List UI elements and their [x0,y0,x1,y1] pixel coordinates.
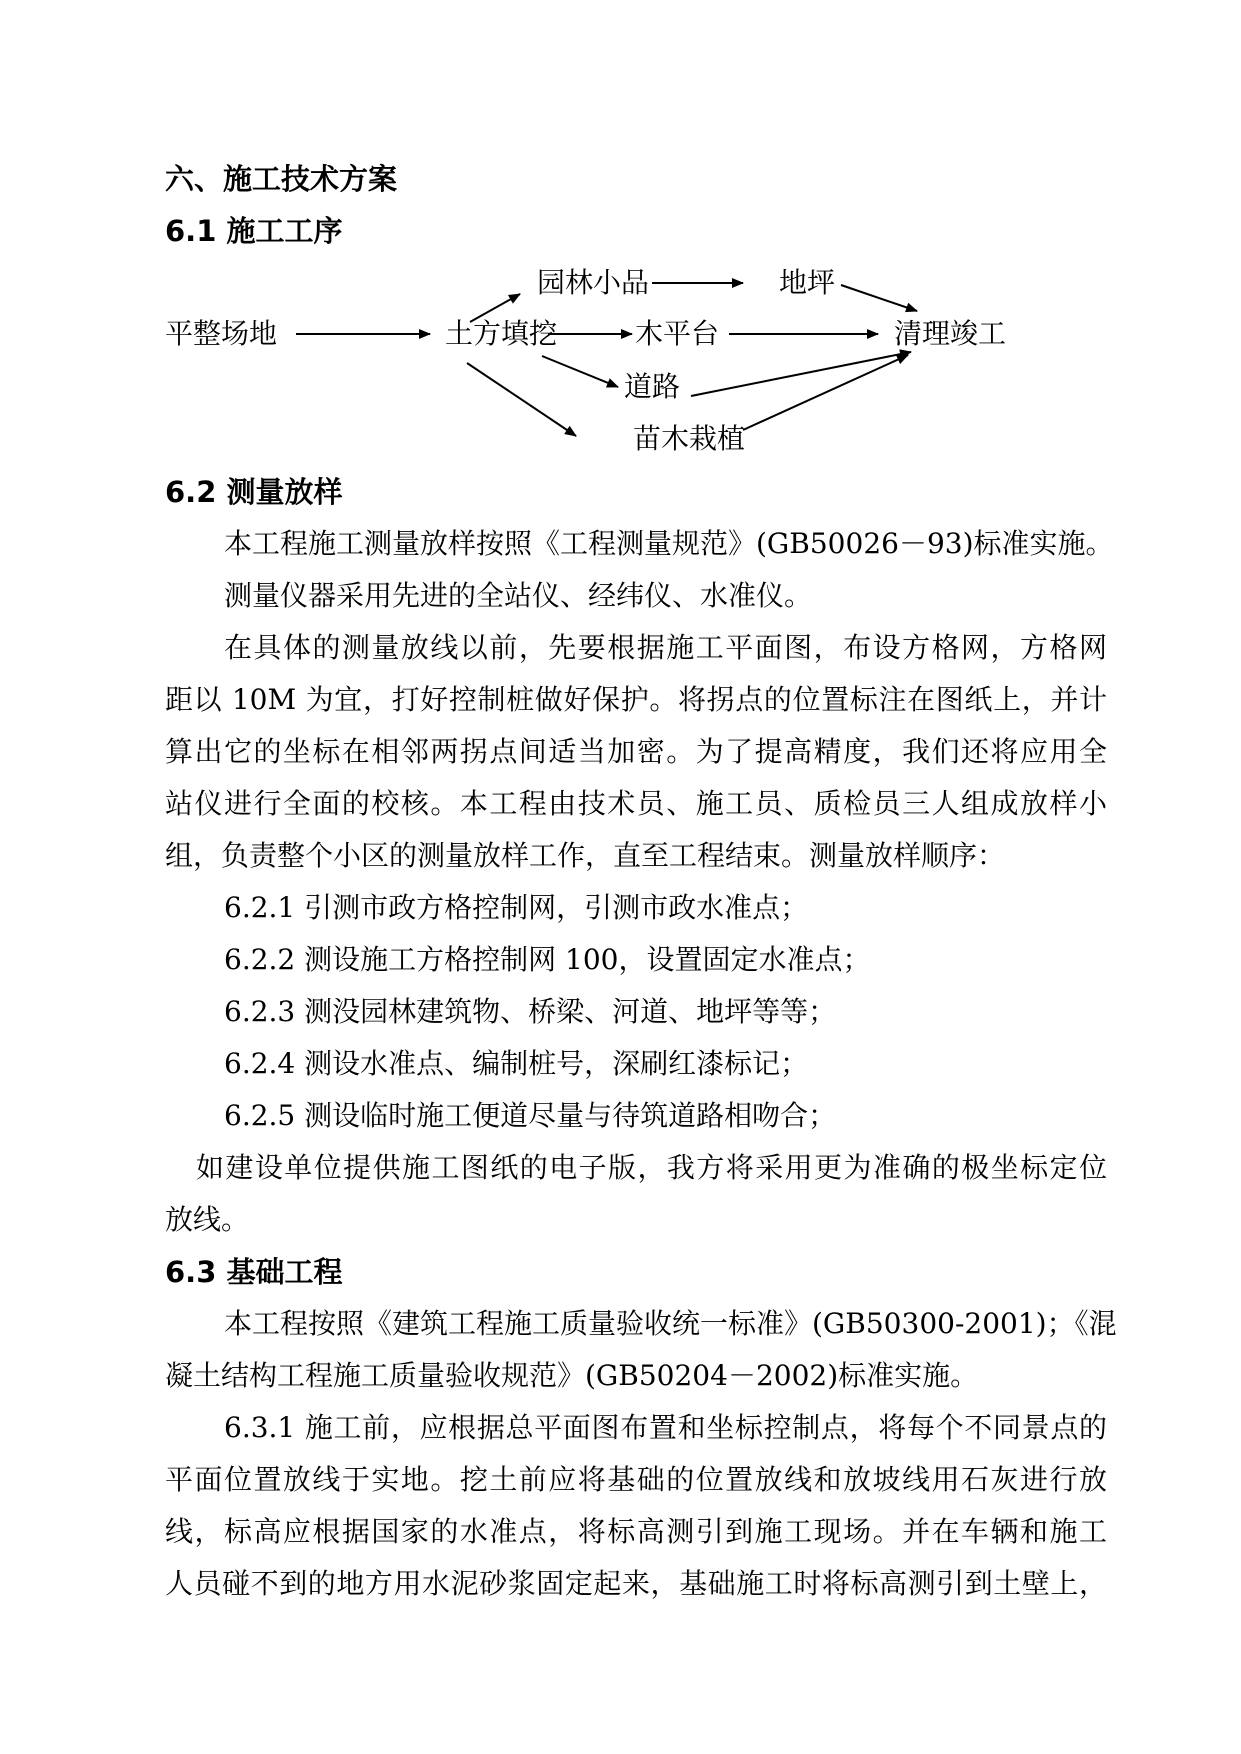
flow-node-site-leveling: 平整场地 [165,317,278,350]
paragraph-line: 距以 10M 为宜，打好控制桩做好保护。将拐点的位置标注在图纸上，并计 [165,683,1107,716]
list-item: 6.2.5 测设临时施工便道尽量与待筑道路相吻合； [224,1099,837,1132]
arrow-earthwork-to-garden-features [470,294,520,322]
list-item: 6.2.3 测没园林建筑物、桥梁、河道、地坪等等； [224,995,837,1028]
paragraph-line: 本工程施工测量放样按照《工程测量规范》(GB50026－93)标准实施。 [224,527,1114,560]
section-6-3-title: 6.3 基础工程 [165,1255,343,1289]
paragraph-line: 组，负责整个小区的测量放样工作，直至工程结束。测量放样顺序： [165,839,1006,872]
paragraph-line: 放线。 [165,1203,250,1236]
flow-node-garden-features: 园林小品 [537,266,650,299]
flow-node-roads: 道路 [624,370,681,403]
list-item: 6.2.2 测设施工方格控制网 100，设置固定水准点； [224,943,871,976]
flow-arrows [0,240,1241,460]
chapter-heading: 六、施工技术方案 [165,162,398,196]
paragraph-line: 6.3.1 施工前，应根据总平面图布置和坐标控制点，将每个不同景点的 [224,1411,1107,1444]
arrow-earthwork-to-planting [467,363,576,436]
flow-node-cleanup-completion: 清理竣工 [894,317,1007,350]
paragraph-line: 算出它的坐标在相邻两拐点间适当加密。为了提高精度，我们还将应用全 [165,735,1107,768]
flow-node-planting: 苗木栽植 [633,422,746,455]
arrow-roads-to-completion [691,352,911,396]
paragraph-line: 本工程按照《建筑工程施工质量验收统一标准》(GB50300-2001)；《混 [224,1307,1117,1340]
paragraph-line: 线，标高应根据国家的水准点，将标高测引到施工现场。并在车辆和施工 [165,1515,1107,1548]
flow-node-paving: 地坪 [779,266,836,299]
arrow-earthwork-to-roads [542,356,618,387]
paragraph-line: 站仪进行全面的校核。本工程由技术员、施工员、质检员三人组成放样小 [165,787,1107,820]
section-6-2-title: 6.2 测量放样 [165,475,343,509]
arrow-paving-to-completion [841,285,917,311]
paragraph-line: 在具体的测量放线以前，先要根据施工平面图，布设方格网，方格网 [224,631,1107,664]
arrow-planting-to-completion [743,355,908,430]
flow-node-earthwork: 土方填挖 [445,317,558,350]
paragraph-line: 平面位置放线于实地。挖土前应将基础的位置放线和放坡线用石灰进行放 [165,1463,1107,1496]
section-6-1-title: 6.1 施工工序 [165,214,343,248]
paragraph-line: 人员碰不到的地方用水泥砂浆固定起来，基础施工时将标高测引到土壁上， [165,1567,1107,1600]
paragraph-line: 如建设单位提供施工图纸的电子版，我方将采用更为准确的极坐标定位 [196,1151,1107,1184]
flow-node-wood-deck: 木平台 [635,317,720,350]
list-item: 6.2.1 引测市政方格控制网，引测市政水准点； [224,891,809,924]
paragraph-line: 测量仪器采用先进的全站仪、经纬仪、水准仪。 [224,579,813,612]
paragraph-line: 凝土结构工程施工质量验收规范》(GB50204－2002)标准实施。 [165,1359,979,1392]
list-item: 6.2.4 测设水准点、编制桩号，深刷红漆标记； [224,1047,809,1080]
